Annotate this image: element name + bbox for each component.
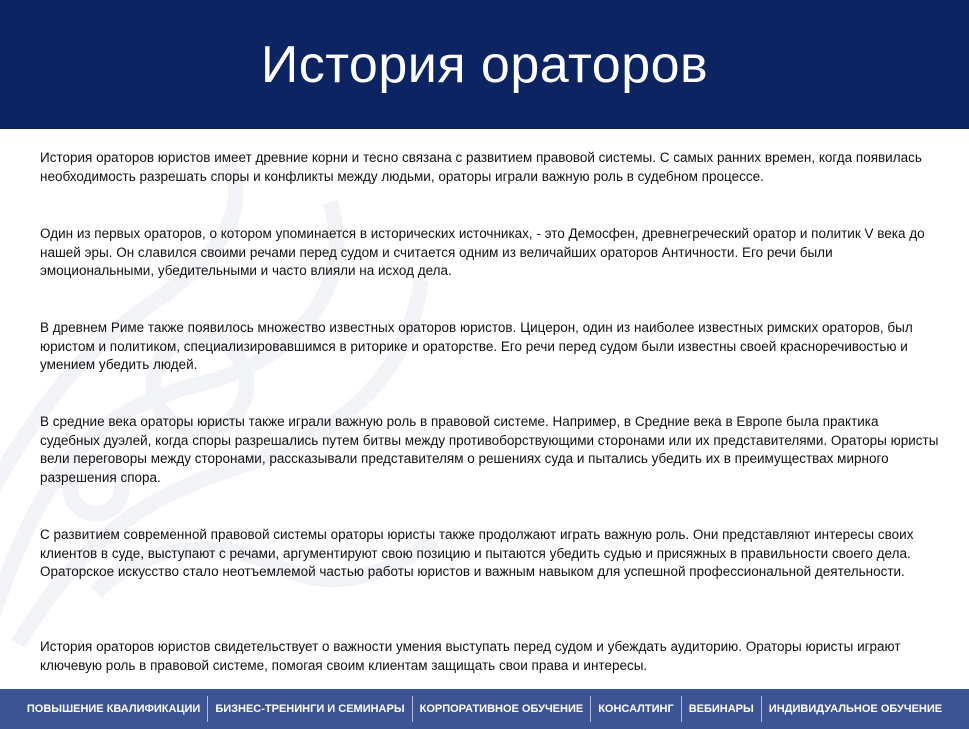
page-title: История ораторов bbox=[260, 35, 709, 94]
paragraph: Один из первых ораторов, о котором упоминается в исторических источниках, - это Демосфен, древнегреческий оратор и политик V века до нашей эры. Он славился своими речами перед судом и считается одним из величайших ораторов Античности. Его речи были эмоциональными, убедительными и часто влияли на исход дела. bbox=[40, 226, 925, 278]
footer-link-corporate[interactable]: КОРПОРАТИВНОЕ ОБУЧЕНИЕ bbox=[419, 703, 584, 715]
footer-link-consulting[interactable]: КОНСАЛТИНГ bbox=[598, 703, 674, 715]
footer-link-individual[interactable]: ИНДИВИДУАЛЬНОЕ ОБУЧЕНИЕ bbox=[768, 703, 943, 715]
footer-link-trainings[interactable]: БИЗНЕС-ТРЕНИНГИ И СЕМИНАРЫ bbox=[215, 703, 405, 715]
footer-link-qualification[interactable]: ПОВЫШЕНИЕ КВАЛИФИКАЦИИ bbox=[26, 703, 201, 715]
footer-link-webinars[interactable]: ВЕБИНАРЫ bbox=[688, 703, 754, 715]
paragraph: В средние века ораторы юристы также играли важную роль в правовой системе. Например, в Средние века в Европе была практика судебных дуэлей, когда споры разрешались путем битвы между противоборствующими сторонами или их представителями. Ораторы юристы вели переговоры между сторонами, рассказывали представителям о решениях суда и пытались убедить их в преимуществах мирного разрешения спора. bbox=[40, 414, 939, 485]
paragraph: В древнем Риме также появилось множество известных ораторов юристов. Цицерон, один из наиболее известных римских ораторов, был юристом и политиком, специализировавшимся в риторике и ораторстве. Его речи перед судом были известны своей красноречивостью и умением убедить людей. bbox=[40, 320, 913, 372]
paragraph: С развитием современной правовой системы ораторы юристы также продолжают играть важную роль. Они представляют интересы своих клиентов в суде, выступают с речами, аргументируют свою позицию и пытаются убедить судью и присяжных в правильности своего дела. Ораторское искусство стало неотъемлемой частью работы юристов и важным навыком для успешной профессиональной деятельности. bbox=[40, 527, 914, 579]
paragraph: История ораторов юристов свидетельствует о важности умения выступать перед судом и убеждать аудиторию. Ораторы юристы играют ключевую роль в правовой системе, помогая своим клиентам защищать свои права и интересы. bbox=[40, 639, 901, 673]
paragraph: История ораторов юристов имеет древние корни и тесно связана с развитием правовой системы. С самых ранних времен, когда появилась необходимость разрешать споры и конфликты между людьми, ораторы играли важную роль в судебном процессе. bbox=[40, 150, 922, 184]
title-banner bbox=[0, 0, 969, 129]
footer-nav bbox=[0, 689, 969, 729]
